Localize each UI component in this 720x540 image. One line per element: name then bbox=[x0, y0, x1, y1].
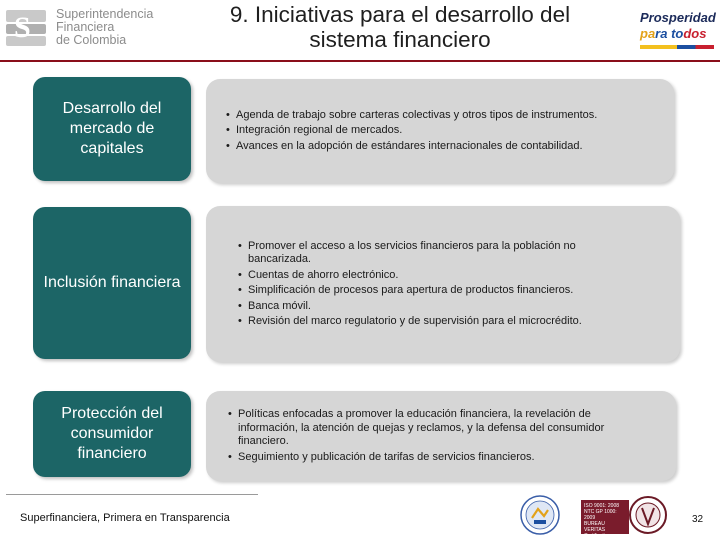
prosperidad-logo bbox=[640, 10, 718, 50]
superintendencia-logo-text: Superintendencia Financiera de Colombia bbox=[56, 7, 154, 47]
page-number: 32 bbox=[692, 514, 704, 525]
prosperidad-logo-line2: para todos bbox=[640, 26, 707, 41]
list-item: • Banca móvil. bbox=[238, 300, 640, 314]
list-item: • Promover el acceso a los servicios financieros para la población no bancarizada. bbox=[238, 240, 640, 267]
header-divider bbox=[0, 60, 720, 62]
superintendencia-logo-mark-icon: S bbox=[6, 8, 50, 48]
bureau-veritas-seal-icon bbox=[628, 494, 668, 536]
superintendencia-logo bbox=[6, 8, 166, 54]
section-content-proteccion-consumidor bbox=[206, 391, 676, 481]
section-label-mercado-capitales: Desarrollo del mercado de capitales bbox=[33, 77, 191, 181]
section-label-inclusion-financiera: Inclusión financiera bbox=[33, 207, 191, 359]
section-content-inclusion-financiera bbox=[206, 206, 680, 362]
list-item: • Integración regional de mercados. bbox=[226, 124, 656, 138]
list-item: • Agenda de trabajo sobre carteras colectivas y otros tipos de instrumentos. bbox=[226, 109, 656, 123]
list-item: • Simplificación de procesos para apertura de productos financieros. bbox=[238, 284, 640, 298]
list-item: • Seguimiento y publicación de tarifas de servicios financieros. bbox=[228, 451, 646, 465]
quality-certification-seal-icon bbox=[518, 494, 576, 536]
section-label-proteccion-consumidor: Protección del consumidor financiero bbox=[33, 391, 191, 477]
page-title: 9. Iniciativas para el desarrollo del sistema financiero bbox=[229, 2, 571, 52]
list-item: • Avances en la adopción de estándares internacionales de contabilidad. bbox=[226, 140, 656, 154]
colombia-flag-stripe-icon bbox=[640, 45, 714, 49]
list-item: • Cuentas de ahorro electrónico. bbox=[238, 269, 640, 283]
list-item: • Revisión del marco regulatorio y de supervisión para el microcrédito. bbox=[238, 315, 640, 329]
footer-slogan: Superfinanciera, Primera en Transparencia bbox=[20, 512, 230, 524]
prosperidad-logo-line1: Prosperidad bbox=[640, 10, 716, 25]
iso-certification-badge: ISO 9001: 2008 NTC GP 1000: 2009 BUREAU VERITAS Certification bbox=[581, 500, 629, 534]
list-item: • Políticas enfocadas a promover la educación financiera, la revelación de información, la atención de quejas y reclamos, y la defensa del consumidor financiero. bbox=[228, 408, 646, 449]
section-content-mercado-capitales bbox=[206, 79, 674, 183]
footer-divider bbox=[6, 494, 258, 495]
